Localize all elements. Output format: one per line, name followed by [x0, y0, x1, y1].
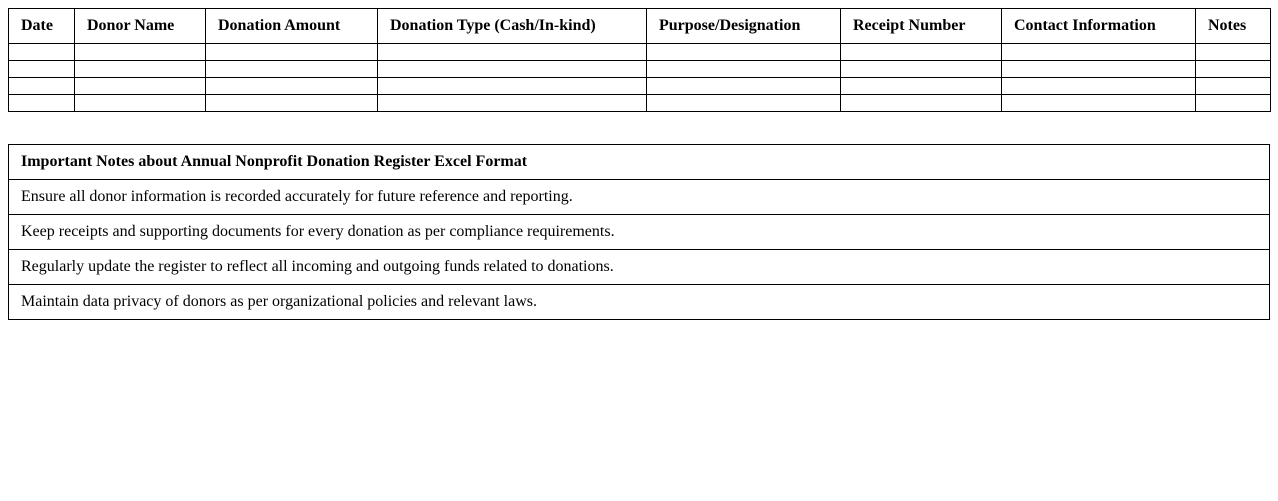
column-header-purpose: Purpose/Designation — [647, 9, 841, 44]
column-header-receipt-number: Receipt Number — [841, 9, 1002, 44]
table-cell[interactable] — [378, 61, 647, 78]
table-cell[interactable] — [206, 78, 378, 95]
table-cell[interactable] — [75, 78, 206, 95]
note-row — [9, 285, 1270, 320]
table-cell[interactable] — [1002, 78, 1196, 95]
notes-heading: Important Notes about Annual Nonprofit Donation Register Excel Format — [9, 145, 1270, 180]
table-row — [9, 44, 1271, 61]
table-cell[interactable] — [647, 78, 841, 95]
note-item: Ensure all donor information is recorded accurately for future reference and reporting. — [9, 180, 1270, 215]
table-cell[interactable] — [841, 44, 1002, 61]
column-header-date: Date — [9, 9, 75, 44]
donation-register-table — [8, 8, 1271, 112]
column-header-contact-information: Contact Information — [1002, 9, 1196, 44]
table-cell[interactable] — [9, 95, 75, 112]
table-cell[interactable] — [206, 44, 378, 61]
table-cell[interactable] — [1002, 44, 1196, 61]
table-cell[interactable] — [378, 44, 647, 61]
table-cell[interactable] — [841, 95, 1002, 112]
notes-heading-row — [9, 145, 1270, 180]
note-row — [9, 215, 1270, 250]
note-row — [9, 180, 1270, 215]
table-row — [9, 95, 1271, 112]
table-cell[interactable] — [1196, 44, 1271, 61]
table-cell[interactable] — [647, 95, 841, 112]
note-item: Regularly update the register to reflect all incoming and outgoing funds related to donations. — [9, 250, 1270, 285]
table-cell[interactable] — [378, 78, 647, 95]
table-cell[interactable] — [75, 61, 206, 78]
table-cell[interactable] — [1002, 61, 1196, 78]
header-row — [9, 9, 1271, 44]
important-notes-table — [8, 144, 1270, 320]
table-cell[interactable] — [841, 78, 1002, 95]
table-cell[interactable] — [9, 78, 75, 95]
note-item: Keep receipts and supporting documents for every donation as per compliance requirements. — [9, 215, 1270, 250]
column-header-donation-type: Donation Type (Cash/In-kind) — [378, 9, 647, 44]
table-cell[interactable] — [9, 61, 75, 78]
table-cell[interactable] — [1002, 95, 1196, 112]
column-header-donation-amount: Donation Amount — [206, 9, 378, 44]
column-header-donor-name: Donor Name — [75, 9, 206, 44]
note-item: Maintain data privacy of donors as per organizational policies and relevant laws. — [9, 285, 1270, 320]
table-cell[interactable] — [647, 44, 841, 61]
table-cell[interactable] — [647, 61, 841, 78]
table-cell[interactable] — [841, 61, 1002, 78]
table-cell[interactable] — [206, 95, 378, 112]
table-row — [9, 78, 1271, 95]
table-row — [9, 61, 1271, 78]
table-cell[interactable] — [9, 44, 75, 61]
table-cell[interactable] — [1196, 78, 1271, 95]
table-cell[interactable] — [1196, 95, 1271, 112]
table-cell[interactable] — [378, 95, 647, 112]
table-cell[interactable] — [1196, 61, 1271, 78]
column-header-notes: Notes — [1196, 9, 1271, 44]
table-cell[interactable] — [75, 95, 206, 112]
note-row — [9, 250, 1270, 285]
table-cell[interactable] — [75, 44, 206, 61]
table-cell[interactable] — [206, 61, 378, 78]
